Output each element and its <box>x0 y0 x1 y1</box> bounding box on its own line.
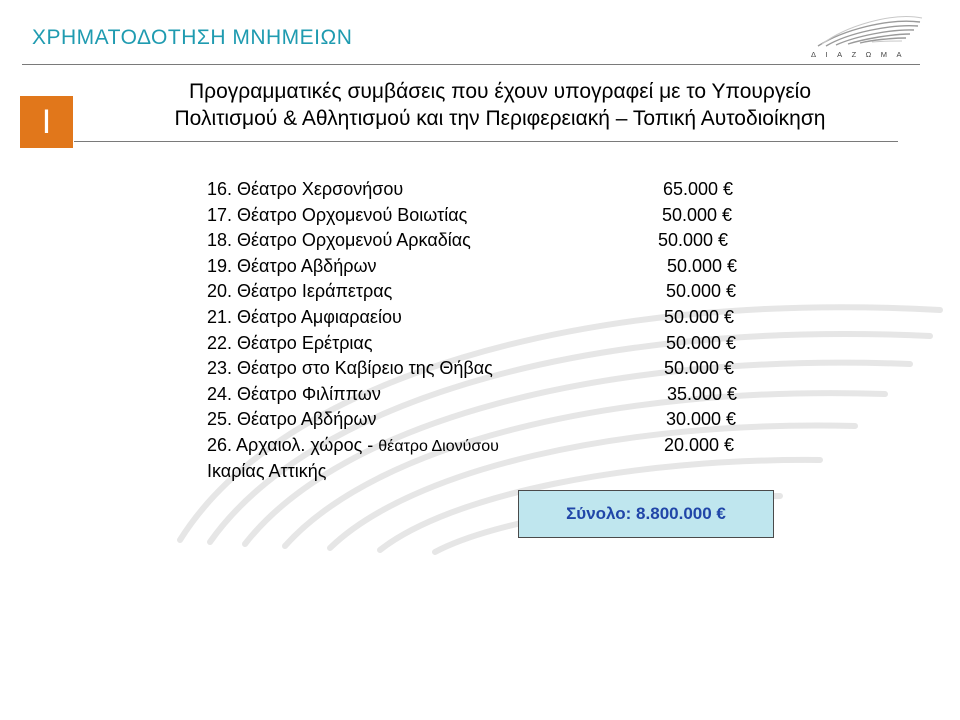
subtitle-divider <box>74 141 898 142</box>
item-amount: 30.000 € <box>666 409 737 430</box>
item-amount: 50.000 € <box>664 358 735 379</box>
funding-list <box>207 177 767 484</box>
item-label: Ικαρίας Αττικής <box>207 460 327 481</box>
list-item <box>207 331 767 357</box>
item-label: 18. Θέατρο Ορχομενού Αρκαδίας <box>207 230 471 251</box>
item-amount: 50.000 € <box>658 230 729 251</box>
item-amount: 50.000 € <box>666 281 737 302</box>
list-item <box>207 407 767 433</box>
item-label: 16. Θέατρο Χερσονήσου <box>207 179 404 199</box>
item-amount: 50.000 € <box>667 255 738 276</box>
list-item <box>207 382 767 408</box>
section-marker: Ι <box>20 96 73 148</box>
list-item <box>207 228 767 254</box>
item-amount: 35.000 € <box>667 383 738 404</box>
subtitle <box>100 78 900 132</box>
item-label: 25. Θέατρο Αβδήρων <box>207 409 377 430</box>
item-amount: 50.000 € <box>664 306 735 327</box>
item-label: 20. Θέατρο Ιεράπετρας <box>207 281 393 302</box>
item-label: 21. Θέατρο Αμφιαραείου <box>207 306 402 327</box>
list-item <box>207 203 767 229</box>
total-box: Σύνολο: 8.800.000 € <box>518 490 774 538</box>
item-label: 26. Αρχαιολ. χώρος - <box>207 434 374 455</box>
item-amount: 50.000 € <box>662 204 733 225</box>
subtitle-line-1: Προγραμματικές συμβάσεις που έχουν υπογραφεί με το Υπουργείο <box>188 80 812 103</box>
list-item <box>207 433 767 459</box>
item-amount: 20.000 € <box>664 434 735 455</box>
item-label: 17. Θέατρο Ορχομενού Βοιωτίας <box>207 204 468 225</box>
list-item <box>207 279 767 305</box>
list-item <box>207 254 767 280</box>
item-amount: 50.000 € <box>666 332 737 353</box>
item-label: 24. Θέατρο Φιλίππων <box>207 383 381 404</box>
item-label-small: θέατρο Διονύσου <box>378 437 499 455</box>
list-item <box>207 177 767 203</box>
item-label: 19. Θέατρο Αβδήρων <box>207 255 377 276</box>
subtitle-line-2: Πολιτισμού & Αθλητισμού και την Περιφερειακή – Τοπική Αυτοδιοίκηση <box>174 107 826 130</box>
item-amount: 65.000 € <box>663 179 734 199</box>
page-title: ΧΡΗΜΑΤΟΔΟΤΗΣΗ ΜΝΗΜΕΙΩΝ <box>32 26 353 49</box>
item-label: 23. Θέατρο στο Καβίρειο της Θήβας <box>207 358 493 379</box>
list-item <box>207 305 767 331</box>
list-item <box>207 356 767 382</box>
header-divider <box>22 64 920 65</box>
list-item <box>207 459 767 485</box>
item-label: 22. Θέατρο Ερέτριας <box>207 332 373 353</box>
logo-text: ΔΙΑΖΩΜΑ <box>811 50 912 59</box>
